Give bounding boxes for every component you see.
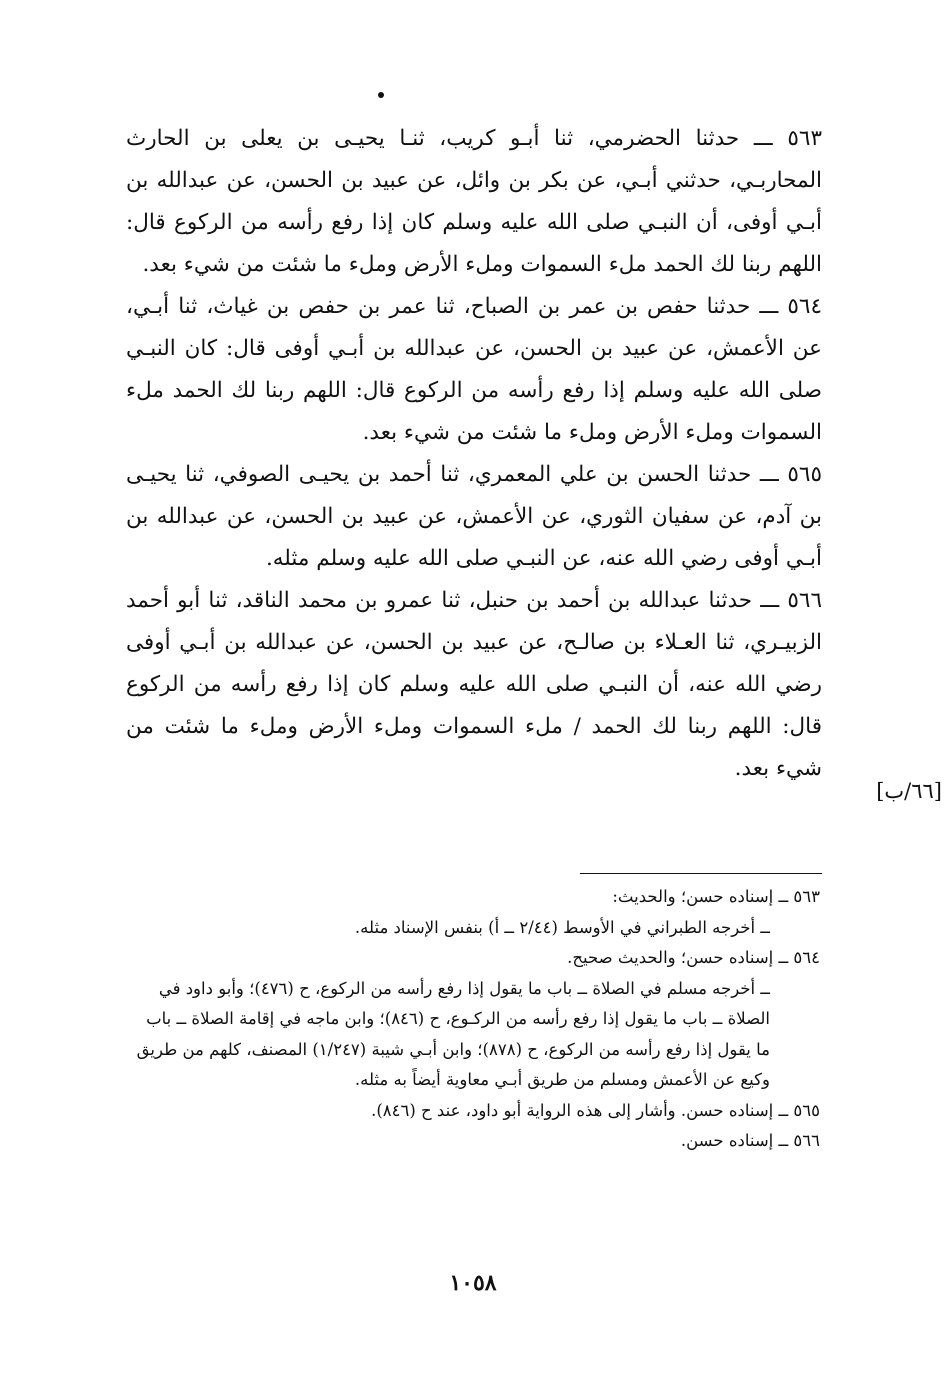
footnote-563-source: ــ أخرجه الطبراني في الأوسط (٢/٤٤ ــ أ) بنفس الإسناد مثله. [354,917,770,937]
hadith-565: ٥٦٥ ـــ حدثنا الحسن بن علي المعمري، ثنا أحمد بن يحيـى الصوفي، ثنا يحيـى بن آدم، عن سفيان الثوري، عن الأعمش، عن عبيد بن الحسن، عن عبدالله بن أبـي أوفى رضي الله عنه، عن النبـي صلى الله عليه وسلم مثله. [126,462,822,571]
hadith-563: ٥٦٣ ـــ حدثنا الحضرمي، ثنا أبـو كريب، ثنـا يحيـى بن يعلى بن الحارث المحاربـي، حدثني أبـي، عن بكر بن وائل، عن عبيد بن الحسن، عن عبدالله بن أبـي أوفى، أن النبـي صلى الله عليه وسلم كان إذا رفع رأسه من الركوع قال: اللهم ربنا لك الحمد ملء السموات وملء الأرض وملء ما شئت من شيء بعد. [126,126,822,277]
footnote-566: ٥٦٦ ــ إسناده حسن. [680,1131,820,1150]
manuscript-folio-marker: [٦٦/ب] [876,779,942,803]
footnote-564: ٥٦٤ ــ إسناده حسن؛ والحديث صحيح. [567,948,820,967]
ornament-dot [378,92,384,98]
footnotes [128,882,820,1157]
hadith-564: ٥٦٤ ـــ حدثنا حفص بن عمر بن الصباح، ثنا عمر بن حفص بن غياث، ثنا أبـي، عن الأعمش، عن عبيد بن الحسن، عن عبدالله بن أبـي أوفى قال: كان النبـي صلى الله عليه وسلم إذا رفع رأسه من الركوع قال: اللهم ربنا لك الحمد ملء السموات وملء الأرض وملء ما شئت من شيء بعد. [126,294,822,445]
page-number: ١٠٥٨ [449,1270,497,1296]
footnote-separator [580,873,822,874]
footnote-565: ٥٦٥ ــ إسناده حسن. وأشار إلى هذه الرواية أبو داود، عند ح (٨٤٦). [371,1100,820,1120]
hadith-566: ٥٦٦ ـــ حدثنا عبدالله بن أحمد بن حنبل، ثنا عمرو بن محمد الناقد، ثنا أبو أحمد الزبيـري، ثنا العـلاء بن صالـح، عن عبيد بن الحسن، عن عبدالله بن أبـي أوفى رضي الله عنه، أن النبـي صلى الله عليه وسلم كان إذا رفع رأسه من الركوع قال: اللهم ربنا لك الحمد / ملء السموات وملء الأرض وملء ما شئت من شيء بعد. [126,588,822,781]
footnote-563: ٥٦٣ ــ إسناده حسن؛ والحديث: [612,887,820,906]
footnote-564-sources: ــ أخرجه مسلم في الصلاة ــ باب ما يقول إذا رفع رأسه من الركوع، ح (٤٧٦)؛ وأبو داود في الصلاة ــ باب ما يقول إذا رفع رأسه من الركـوع، ح (٨٤٦)؛ وابن ماجه في إقامة الصلاة ــ باب ما يقول إذا رفع رأسه من الركوع، ح (٨٧٨)؛ وابن أبـي شيبة (١/٢٤٧) المصنف، كلهم من طريق وكيع عن الأعمش ومسلم من طريق أبـي معاوية أيضاً به مثله. [136,978,770,1089]
main-text [126,118,822,790]
